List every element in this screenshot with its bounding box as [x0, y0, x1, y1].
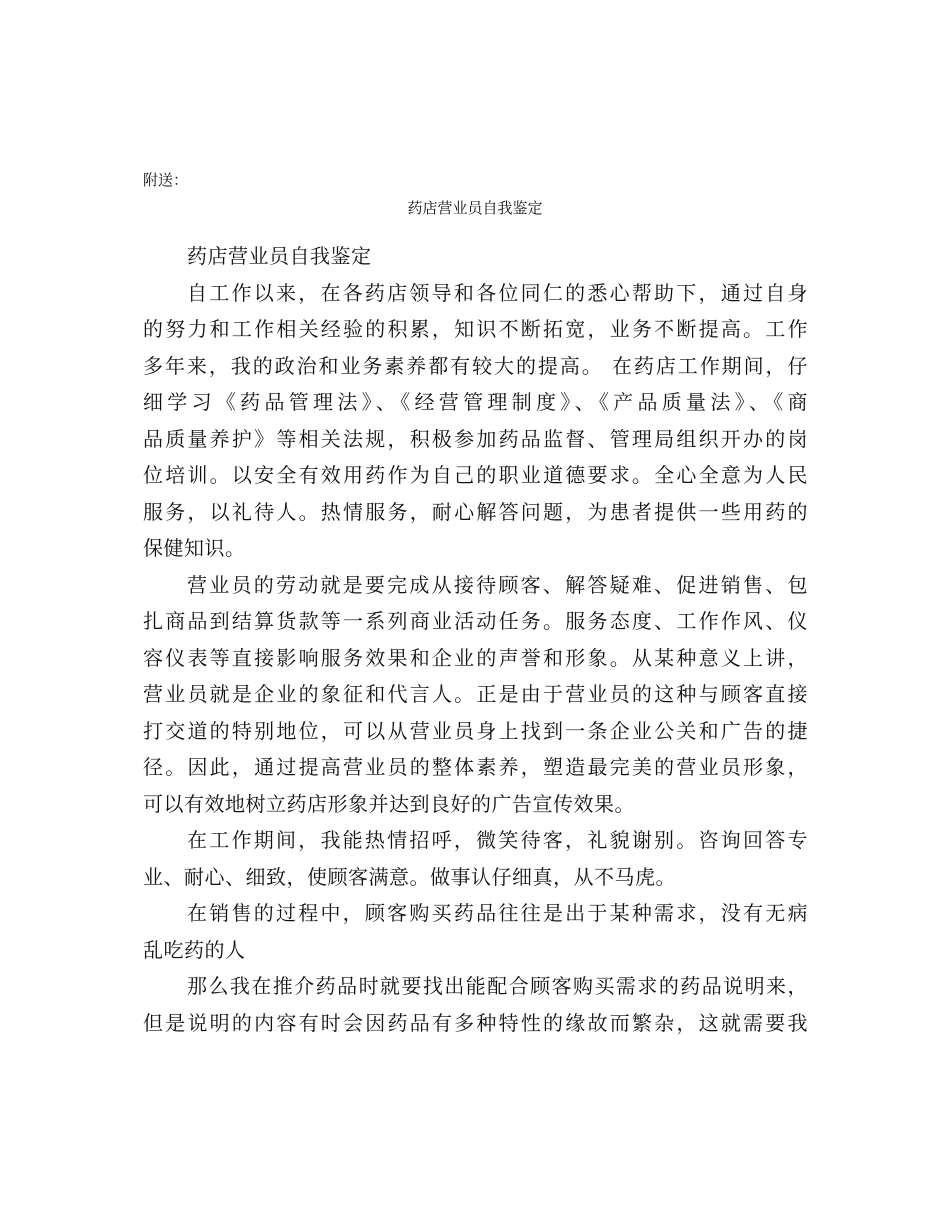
text-line: 在销售的过程中，顾客购买药品往往是出于某种需求，没有无病	[187, 901, 808, 925]
text-line: 业、耐心、细致，使顾客满意。做事认仔细真，从不马虎。	[143, 864, 676, 889]
text-line: 保健知识。	[143, 536, 246, 560]
text-line: 营业员就是企业的象征和代言人。正是由于营业员的这种与顾客直接	[143, 682, 808, 706]
text-line: 药店营业员自我鉴定	[187, 244, 372, 268]
text-line: 可以有效地树立药店形象并达到良好的广告宣传效果。	[143, 791, 635, 816]
text-line: 自工作以来，在各药店领导和各位同仁的悉心帮助下，通过自身	[187, 280, 808, 305]
document-body	[143, 238, 808, 1041]
text-line: 的努力和工作相关经验的积累，知识不断拓宽，业务不断提高。工作	[143, 317, 808, 341]
text-line: 扎商品到结算货款等一系列商业活动任务。服务态度、工作作风、仪	[143, 609, 808, 633]
text-line: 容仪表等直接影响服务效果和企业的声誉和形象。从某种意义上讲，	[143, 645, 808, 670]
text-line: 径。因此，通过提高营业员的整体素养，塑造最完美的营业员形象，	[143, 755, 808, 779]
text-line: 乱吃药的人	[143, 937, 246, 962]
text-line: 服务，以礼待人。热情服务，耐心解答问题，为患者提供一些用药的	[143, 499, 808, 524]
attachment-label: 附送：	[143, 171, 189, 189]
text-line: 营业员的劳动就是要完成从接待顾客、解答疑难、促进销售、包	[187, 572, 808, 597]
text-line: 那么我在推介药品时就要找出能配合顾客购买需求的药品说明来，	[187, 974, 808, 998]
document-title: 药店营业员自我鉴定	[407, 199, 543, 217]
text-line: 但是说明的内容有时会因药品有多种特性的缘故而繁杂，这就需要我	[143, 1010, 808, 1035]
text-line: 在工作期间，我能热情招呼，微笑待客，礼貌谢别。咨询回答专	[187, 828, 808, 852]
text-line: 细学习《药品管理法》、《经营管理制度》、《产品质量法》、《商	[143, 390, 808, 414]
text-line: 打交道的特别地位，可以从营业员身上找到一条企业公关和广告的捷	[143, 718, 808, 743]
text-line: 多年来，我的政治和业务素养都有较大的提高。 在药店工作期间，仔	[143, 353, 808, 378]
text-line: 位培训。以安全有效用药作为自己的职业道德要求。全心全意为人民	[143, 463, 808, 487]
text-line: 品质量养护》等相关法规，积极参加药品监督、管理局组织开办的岗	[143, 426, 808, 451]
